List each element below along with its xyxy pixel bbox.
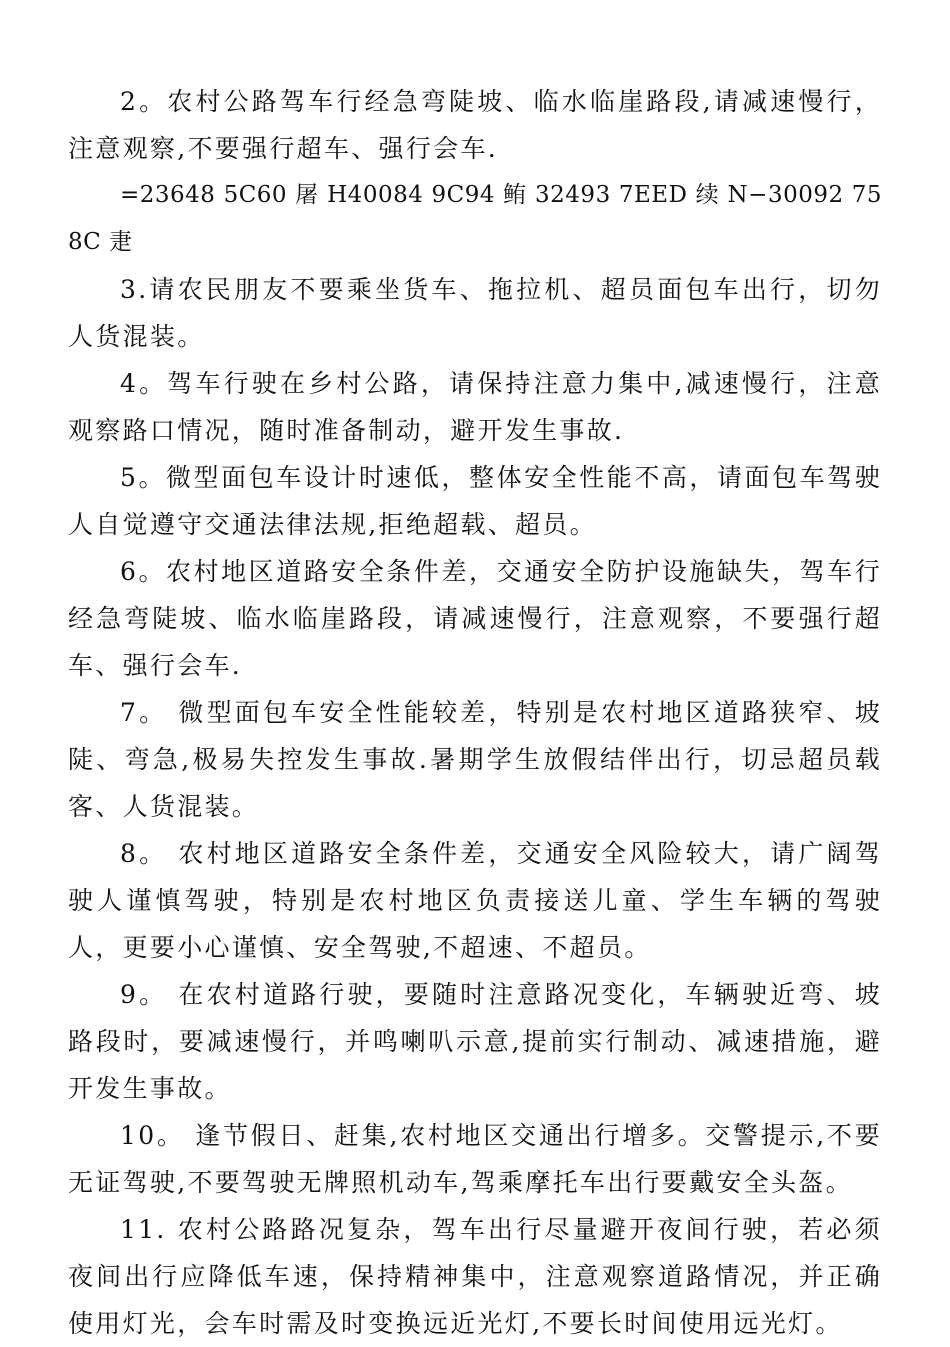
paragraph-item-8: 8。 农村地区道路安全条件差，交通安全风险较大，请广阔驾驶人谨慎驾驶，特别是农村地区负责接送儿童、学生车辆的驾驶人，更要小心谨慎、安全驾驶,不超速、不超员。 bbox=[68, 839, 882, 962]
paragraph-item-9: 9。 在农村道路行驶，要随时注意路况变化，车辆驶近弯、坡路段时，要减速慢行，并鸣喇叭示意,提前实行制动、减速措施，避开发生事故。 bbox=[68, 980, 882, 1103]
encoded-text-line: =23648 5C60 屠 H40084 9C94 鲔 32493 7EED 续 N−30092 758C 疌 bbox=[68, 182, 882, 255]
paragraph-item-10: 10。 逢节假日、赶集,农村地区交通出行增多。交警提示,不要无证驾驶,不要驾驶无牌照机动车,驾乘摩托车出行要戴安全头盔。 bbox=[68, 1121, 882, 1197]
paragraph-item-3: 3.请农民朋友不要乘坐货车、拖拉机、超员面包车出行，切勿人货混装。 bbox=[68, 275, 882, 351]
paragraph-item-11: 11. 农村公路路况复杂，驾车出行尽量避开夜间行驶，若必须夜间出行应降低车速，保持精神集中，注意观察道路情况，并正确使用灯光，会车时需及时变换远近光灯,不要长时间使用远光灯。 bbox=[68, 1215, 882, 1338]
paragraph-item-5: 5。微型面包车设计时速低，整体安全性能不高，请面包车驾驶人自觉遵守交通法律法规,拒绝超载、超员。 bbox=[68, 463, 882, 539]
paragraph-item-4: 4。驾车行驶在乡村公路，请保持注意力集中,减速慢行，注意观察路口情况，随时准备制动，避开发生事故. bbox=[68, 369, 882, 445]
paragraph-item-7: 7。 微型面包车安全性能较差，特别是农村地区道路狭窄、坡陡、弯急,极易失控发生事故.暑期学生放假结伴出行，切忌超员载客、人货混装。 bbox=[68, 698, 882, 821]
paragraph-item-6: 6。农村地区道路安全条件差，交通安全防护设施缺失，驾车行经急弯陡坡、临水临崖路段，请减速慢行，注意观察，不要强行超车、强行会车. bbox=[68, 557, 882, 680]
paragraph-item-2: 2。农村公路驾车行经急弯陡坡、临水临崖路段,请减速慢行，注意观察,不要强行超车、强行会车. bbox=[68, 87, 882, 163]
document-body bbox=[68, 78, 882, 1347]
